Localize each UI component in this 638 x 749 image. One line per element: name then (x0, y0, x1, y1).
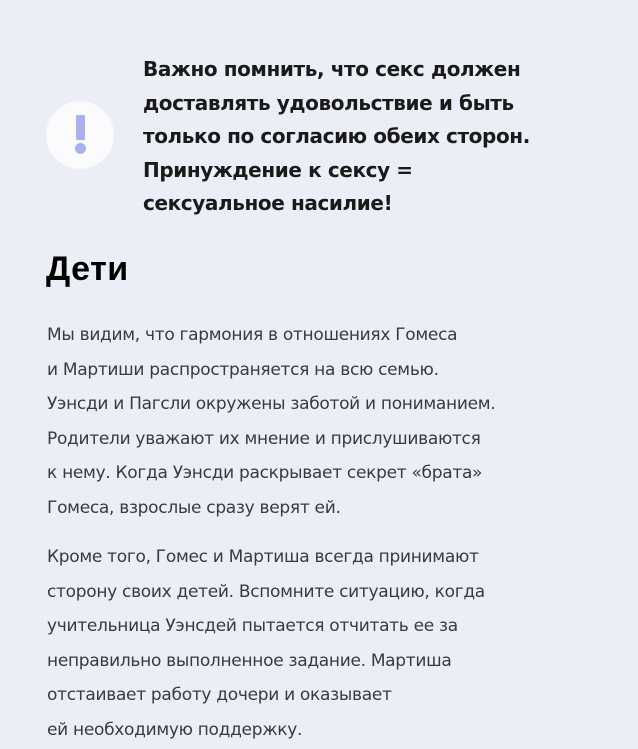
paragraph-2 (47, 540, 607, 747)
paragraph-line: сторону своих детей. Вспомните ситуацию, когда (47, 581, 485, 602)
paragraph-line: отстаивает работу дочери и оказывает (47, 685, 392, 705)
exclamation-bar (76, 115, 85, 140)
callout-line: только по согласию обеих сторон. (143, 124, 530, 148)
callout-line: доставлять удовольствие и быть (143, 90, 514, 115)
callout-line: Принуждение к сексу = (143, 157, 413, 182)
exclamation-dot (75, 143, 86, 154)
paragraph-line: к нему. Когда Уэнсди раскрывает секрет «брата» (47, 463, 483, 483)
paragraph-line: учительница Уэнсдей пытается отчитать ее за (47, 616, 458, 636)
section-heading: Дети (46, 250, 129, 288)
paragraph-1 (47, 318, 607, 525)
paragraph-line: ей необходимую поддержку. (47, 719, 303, 740)
paragraph-line: неправильно выполненное задание. Мартиша (47, 650, 452, 671)
paragraph-line: Гомеса, взрослые сразу верят ей. (47, 497, 341, 518)
paragraph-line: и Мартиши распространяется на всю семью. (47, 359, 439, 380)
paragraph-line: Мы видим, что гармония в отношениях Гомеса (47, 325, 458, 345)
exclamation-icon (46, 101, 114, 169)
callout-text (143, 53, 613, 221)
callout-line: Важно помнить, что секс должен (143, 57, 521, 81)
callout-line: сексуальное насилие! (143, 191, 393, 215)
paragraph-line: Кроме того, Гомес и Мартиша всегда принимают (47, 547, 479, 567)
paragraph-line: Уэнсди и Пагсли окружены заботой и пониманием. (47, 394, 496, 414)
paragraph-line: Родители уважают их мнение и прислушиваются (47, 428, 481, 449)
